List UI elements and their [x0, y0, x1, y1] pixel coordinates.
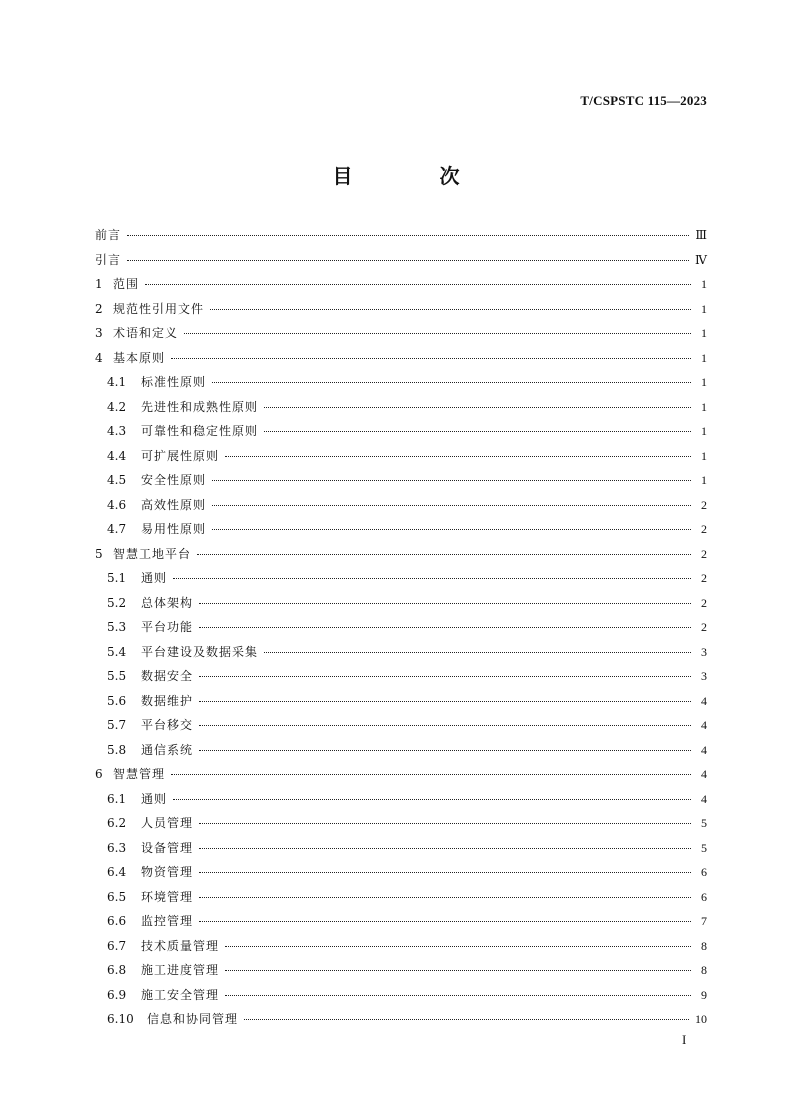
- toc-entry[interactable]: [95, 447, 707, 472]
- dot-leader: [199, 750, 691, 751]
- toc-entry-label: 施工进度管理: [141, 963, 220, 977]
- toc-entry-label: 数据维护: [141, 693, 194, 708]
- toc-entry[interactable]: [95, 986, 707, 1011]
- toc-entry-number: 4.2: [107, 399, 127, 414]
- toc-entry-label: 引言: [95, 252, 122, 267]
- toc-entry-label: 信息和协同管理: [147, 1012, 239, 1026]
- toc-entry[interactable]: [95, 643, 707, 668]
- toc-entry[interactable]: [95, 496, 707, 521]
- toc-entry[interactable]: [95, 349, 707, 374]
- toc-entry-label: 标准性原则: [141, 375, 207, 389]
- toc-entry-number: 3: [95, 326, 103, 340]
- toc-entry[interactable]: [95, 667, 707, 692]
- dot-leader: [225, 995, 691, 996]
- toc-entry[interactable]: [95, 545, 707, 570]
- toc-entry-number: 5.5: [107, 669, 127, 683]
- dot-leader: [199, 627, 691, 628]
- toc-entry-number: 5.7: [107, 718, 127, 732]
- toc-entry-number: 4.3: [107, 424, 127, 438]
- dot-leader: [199, 823, 691, 824]
- toc-entry-label: 范围: [113, 277, 140, 291]
- table-of-contents: [95, 226, 707, 1035]
- toc-entry-page: Ⅳ: [695, 252, 707, 267]
- toc-entry-page: 4: [701, 742, 707, 757]
- toc-entry[interactable]: [95, 692, 707, 717]
- toc-entry[interactable]: [95, 937, 707, 962]
- toc-entry-page: 3: [701, 644, 707, 659]
- toc-entry-label: 前言: [95, 228, 122, 242]
- toc-entry[interactable]: [95, 814, 707, 839]
- toc-entry-number: 2: [95, 301, 103, 316]
- toc-entry-number: 1: [95, 277, 103, 291]
- toc-entry-page: 1: [701, 326, 707, 340]
- toc-entry-label: 通信系统: [141, 742, 194, 757]
- toc-entry-number: 4.6: [107, 497, 127, 512]
- toc-entry[interactable]: [95, 618, 707, 643]
- dot-leader: [197, 554, 691, 555]
- dot-leader: [199, 897, 691, 898]
- dot-leader: [225, 946, 691, 947]
- toc-entry-number: 6.10: [107, 1012, 134, 1026]
- dot-leader: [199, 701, 691, 702]
- toc-entry-label: 物资管理: [141, 865, 194, 879]
- dot-leader: [173, 799, 691, 800]
- toc-entry-label: 环境管理: [141, 889, 194, 904]
- toc-entry[interactable]: [95, 422, 707, 447]
- toc-entry-page: 10: [695, 1012, 707, 1026]
- dot-leader: [199, 725, 691, 726]
- toc-entry-page: 1: [701, 301, 707, 316]
- toc-entry[interactable]: [95, 226, 707, 251]
- toc-entry-number: 5.2: [107, 595, 127, 610]
- dot-leader: [225, 970, 691, 971]
- toc-entry-page: 9: [701, 987, 707, 1002]
- dot-leader: [173, 578, 691, 579]
- toc-entry[interactable]: [95, 961, 707, 986]
- dot-leader: [225, 456, 691, 457]
- toc-entry-label: 可扩展性原则: [141, 448, 220, 463]
- toc-entry-number: 4: [95, 350, 103, 365]
- toc-entry[interactable]: [95, 765, 707, 790]
- toc-entry[interactable]: [95, 251, 707, 276]
- toc-entry[interactable]: [95, 839, 707, 864]
- toc-entry[interactable]: [95, 594, 707, 619]
- toc-entry-page: 2: [701, 546, 707, 561]
- toc-entry-number: 6.1: [107, 791, 127, 806]
- dot-leader: [199, 921, 691, 922]
- toc-entry-page: 4: [701, 718, 707, 732]
- toc-entry-page: 2: [701, 571, 707, 585]
- toc-entry-page: 1: [701, 424, 707, 438]
- toc-entry-label: 平台建设及数据采集: [141, 644, 259, 659]
- toc-entry[interactable]: [95, 569, 707, 594]
- toc-entry-label: 监控管理: [141, 914, 194, 928]
- dot-leader: [199, 603, 691, 604]
- dot-leader: [212, 505, 691, 506]
- toc-entry-label: 基本原则: [113, 350, 166, 365]
- toc-entry-number: 5.8: [107, 742, 127, 757]
- toc-entry-label: 数据安全: [141, 669, 194, 683]
- dot-leader: [264, 407, 691, 408]
- toc-entry-label: 可靠性和稳定性原则: [141, 424, 259, 438]
- dot-leader: [199, 872, 691, 873]
- dot-leader: [264, 431, 691, 432]
- toc-entry-page: 1: [701, 277, 707, 291]
- dot-leader: [212, 382, 691, 383]
- toc-entry[interactable]: [95, 471, 707, 496]
- dot-leader: [199, 676, 691, 677]
- toc-entry-number: 5.4: [107, 644, 127, 659]
- toc-entry-page: 5: [701, 840, 707, 855]
- toc-entry-page: 6: [701, 865, 707, 879]
- toc-entry-page: 3: [701, 669, 707, 683]
- toc-entry-page: 1: [701, 473, 707, 487]
- toc-entry-label: 平台功能: [141, 620, 194, 634]
- dot-leader: [127, 260, 689, 261]
- dot-leader: [199, 848, 691, 849]
- toc-entry-page: 8: [701, 963, 707, 977]
- toc-entry[interactable]: [95, 300, 707, 325]
- toc-entry-page: 1: [701, 375, 707, 389]
- toc-entry-label: 通则: [141, 791, 168, 806]
- toc-entry-number: 5.1: [107, 571, 127, 585]
- page-number: I: [682, 1032, 687, 1047]
- dot-leader: [145, 284, 691, 285]
- toc-entry-page: 1: [701, 350, 707, 365]
- toc-entry-page: 2: [701, 497, 707, 512]
- toc-entry-number: 5: [95, 546, 103, 561]
- toc-entry[interactable]: [95, 520, 707, 545]
- toc-entry-number: 4.5: [107, 473, 127, 487]
- toc-entry-label: 智慧管理: [113, 767, 166, 781]
- document-code: T/CSPSTC 115—2023: [580, 93, 707, 108]
- dot-leader: [210, 309, 691, 310]
- toc-entry[interactable]: [95, 324, 707, 349]
- toc-entry[interactable]: [95, 275, 707, 300]
- dot-leader: [212, 529, 691, 530]
- toc-entry-page: 2: [701, 620, 707, 634]
- dot-leader: [264, 652, 691, 653]
- toc-entry-page: 4: [701, 693, 707, 708]
- toc-entry[interactable]: [95, 912, 707, 937]
- toc-entry-number: 6: [95, 767, 103, 781]
- toc-entry-number: 6.4: [107, 865, 127, 879]
- dot-leader: [184, 333, 691, 334]
- toc-entry-number: 6.9: [107, 987, 127, 1002]
- toc-entry-number: 4.1: [107, 375, 127, 389]
- toc-entry-page: 1: [701, 448, 707, 463]
- dot-leader: [127, 235, 689, 236]
- toc-entry-page: 1: [701, 399, 707, 414]
- toc-entry[interactable]: [95, 790, 707, 815]
- toc-entry-page: 4: [701, 791, 707, 806]
- toc-entry-page: 4: [701, 767, 707, 781]
- toc-entry[interactable]: [95, 888, 707, 913]
- toc-entry-page: Ⅲ: [695, 228, 707, 242]
- toc-entry-number: 6.7: [107, 938, 127, 953]
- toc-entry[interactable]: [95, 863, 707, 888]
- toc-entry-page: 6: [701, 889, 707, 904]
- dot-leader: [244, 1019, 689, 1020]
- toc-entry-page: 8: [701, 938, 707, 953]
- toc-entry-label: 高效性原则: [141, 497, 207, 512]
- dot-leader: [171, 358, 691, 359]
- toc-entry-label: 术语和定义: [113, 326, 179, 340]
- toc-entry-number: 6.5: [107, 889, 127, 904]
- toc-entry[interactable]: [95, 716, 707, 741]
- toc-entry[interactable]: [95, 373, 707, 398]
- toc-entry[interactable]: [95, 741, 707, 766]
- toc-entry-label: 人员管理: [141, 816, 194, 830]
- toc-entry-label: 设备管理: [141, 840, 194, 855]
- toc-entry-label: 平台移交: [141, 718, 194, 732]
- toc-entry[interactable]: [95, 398, 707, 423]
- dot-leader: [171, 774, 691, 775]
- toc-entry-page: 7: [701, 914, 707, 928]
- toc-entry-number: 6.8: [107, 963, 127, 977]
- toc-entry-label: 通则: [141, 571, 168, 585]
- toc-entry-label: 智慧工地平台: [113, 546, 192, 561]
- toc-entry-number: 6.3: [107, 840, 127, 855]
- toc-entry-label: 规范性引用文件: [113, 301, 205, 316]
- toc-entry-number: 4.7: [107, 522, 127, 536]
- toc-entry-number: 6.2: [107, 816, 127, 830]
- toc-entry-number: 5.6: [107, 693, 127, 708]
- toc-entry-label: 安全性原则: [141, 473, 207, 487]
- toc-title: 目 次: [332, 164, 500, 188]
- dot-leader: [212, 480, 691, 481]
- toc-entry-number: 6.6: [107, 914, 127, 928]
- toc-entry[interactable]: [95, 1010, 707, 1035]
- toc-entry-label: 技术质量管理: [141, 938, 220, 953]
- toc-entry-label: 易用性原则: [141, 522, 207, 536]
- toc-entry-label: 总体架构: [141, 595, 194, 610]
- toc-entry-label: 先进性和成熟性原则: [141, 399, 259, 414]
- toc-entry-label: 施工安全管理: [141, 987, 220, 1002]
- toc-entry-page: 5: [701, 816, 707, 830]
- toc-entry-page: 2: [701, 522, 707, 536]
- toc-entry-number: 4.4: [107, 448, 127, 463]
- toc-entry-page: 2: [701, 595, 707, 610]
- toc-entry-number: 5.3: [107, 620, 127, 634]
